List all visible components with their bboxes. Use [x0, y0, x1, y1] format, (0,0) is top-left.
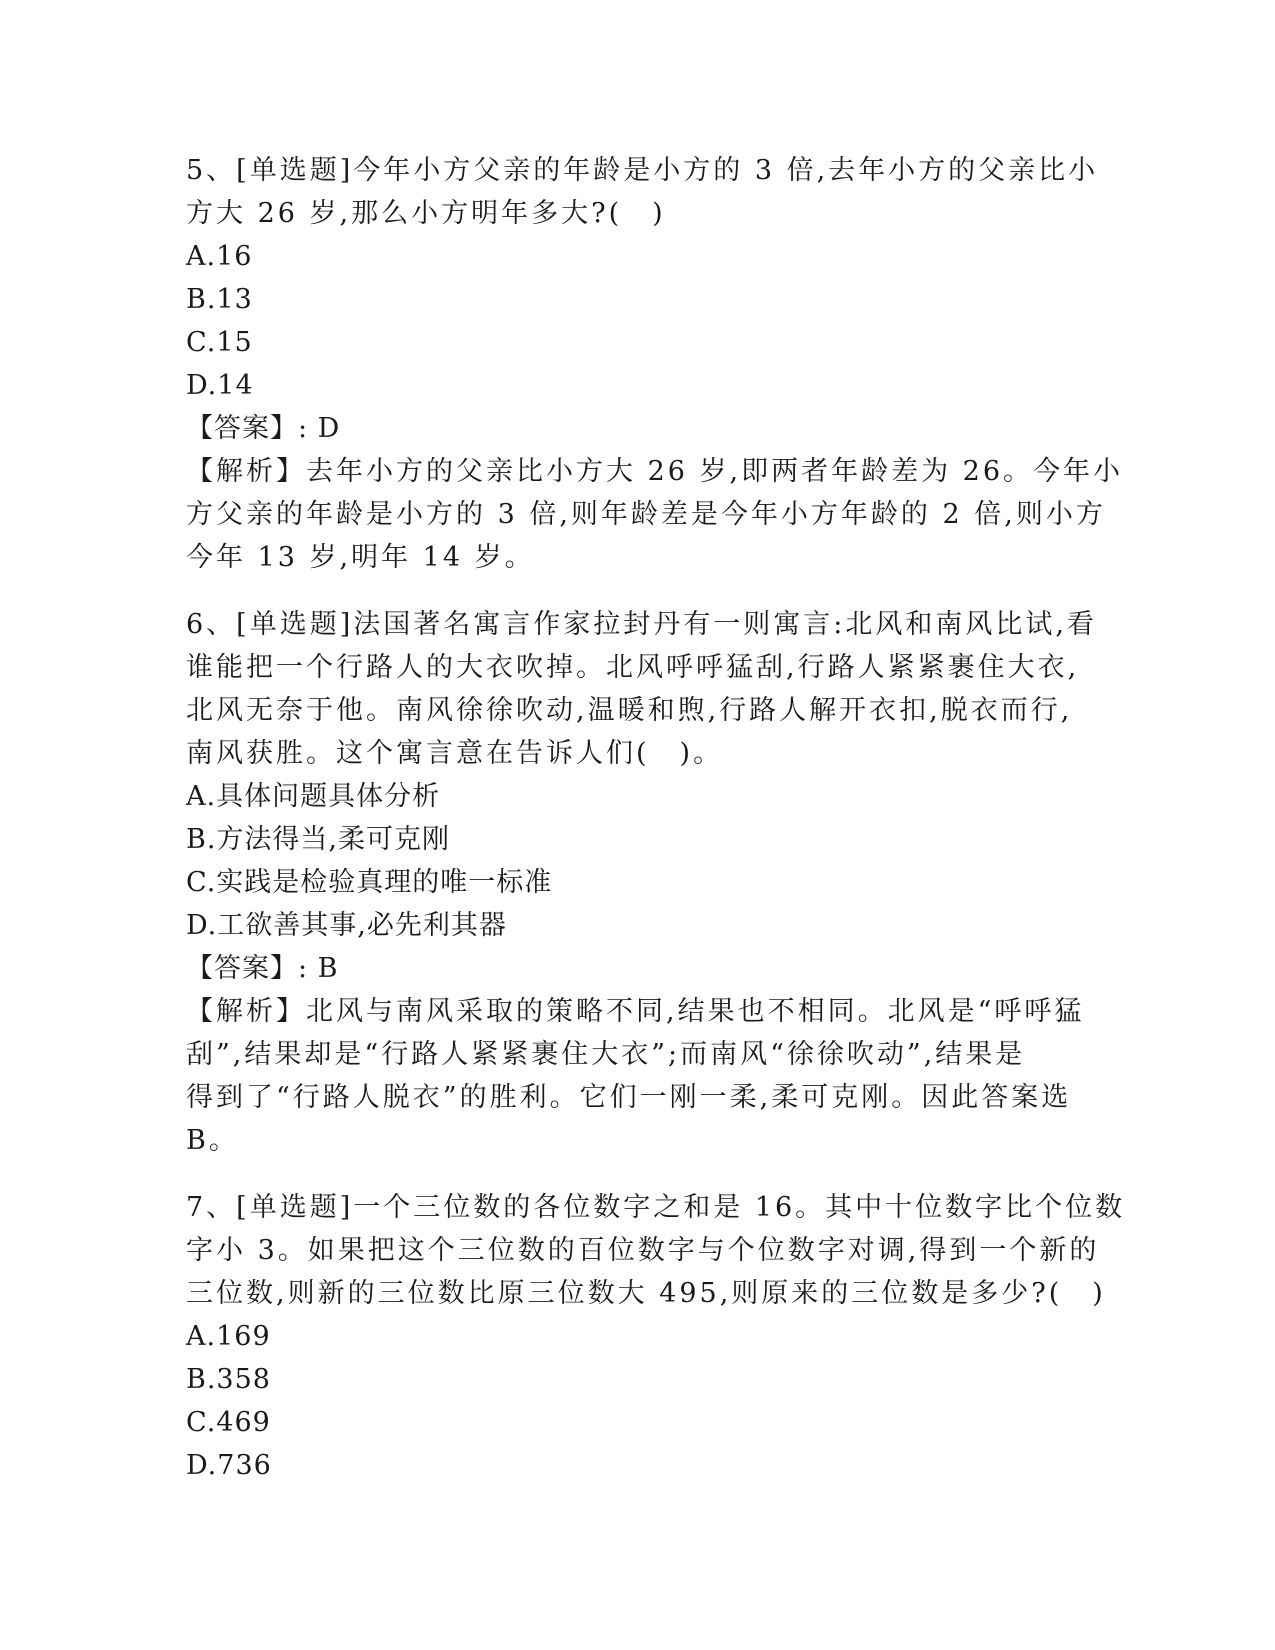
explanation-line: 【解析】去年小方的父亲比小方大 26 岁,即两者年龄差为 26。今年小 — [186, 456, 1124, 487]
question-stem-line: 三位数,则新的三位数比原三位数大 495,则原来的三位数是多少?( ) — [186, 1278, 1106, 1309]
answer-line: 【答案】: D — [186, 413, 341, 444]
explanation-line: B。 — [186, 1125, 239, 1156]
question-stem-line: 谁能把一个行路人的大衣吹掉。北风呼呼猛刮,行路人紧紧裹住大衣, — [186, 652, 1080, 683]
explanation-line: 刮”,结果却是“行路人紧紧裹住大衣”;而南风“徐徐吹动”,结果是 — [186, 1039, 1026, 1070]
option-a: A.16 — [186, 241, 253, 272]
question-stem-line: 南风获胜。这个寓言意在告诉人们( )。 — [186, 738, 724, 769]
option-b: B.方法得当,柔可克刚 — [186, 824, 451, 855]
question-5 — [186, 149, 1124, 579]
option-a: A.169 — [186, 1321, 271, 1352]
option-b: B.13 — [186, 284, 253, 315]
question-6 — [186, 603, 1097, 1162]
option-d: D.14 — [186, 370, 254, 401]
option-b: B.358 — [186, 1364, 271, 1395]
question-stem-line: 7、[单选题]一个三位数的各位数字之和是 16。其中十位数字比个位数 — [186, 1192, 1126, 1223]
option-a: A.具体问题具体分析 — [186, 781, 441, 812]
question-stem-line: 6、[单选题]法国著名寓言作家拉封丹有一则寓言:北风和南风比试,看 — [186, 609, 1097, 640]
option-d: D.工欲善其事,必先利其器 — [186, 910, 507, 941]
option-c: C.469 — [186, 1407, 271, 1438]
option-c: C.实践是检验真理的唯一标准 — [186, 867, 553, 898]
question-stem-line: 北风无奈于他。南风徐徐吹动,温暖和煦,行路人解开衣扣,脱衣而行, — [186, 695, 1073, 726]
option-c: C.15 — [186, 327, 253, 358]
explanation-line: 【解析】北风与南风采取的策略不同,结果也不相同。北风是“呼呼猛 — [186, 996, 1085, 1027]
explanation-line: 方父亲的年龄是小方的 3 倍,则年龄差是今年小方年龄的 2 倍,则小方 — [186, 499, 1106, 530]
question-stem-line: 方大 26 岁,那么小方明年多大?( ) — [186, 198, 666, 229]
question-7 — [186, 1186, 1126, 1487]
question-stem-line: 5、[单选题]今年小方父亲的年龄是小方的 3 倍,去年小方的父亲比小 — [186, 155, 1099, 186]
answer-line: 【答案】: B — [186, 953, 339, 984]
option-d: D.736 — [186, 1450, 272, 1481]
explanation-line: 今年 13 岁,明年 14 岁。 — [186, 542, 535, 573]
question-stem-line: 字小 3。如果把这个三位数的百位数字与个位数字对调,得到一个新的 — [186, 1235, 1100, 1266]
explanation-line: 得到了“行路人脱衣”的胜利。它们一刚一柔,柔可克刚。因此答案选 — [186, 1082, 1072, 1113]
